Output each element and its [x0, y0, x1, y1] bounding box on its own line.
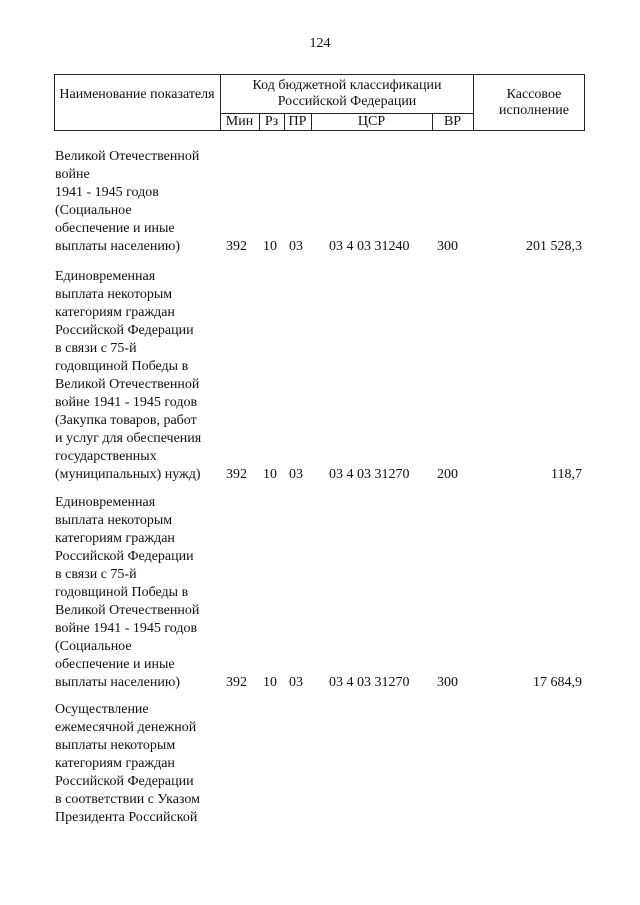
- row-csr: 03 4 03 31270: [329, 467, 410, 482]
- header-sub-min: Мин: [225, 114, 254, 129]
- row-amount: 201 528,3: [526, 239, 582, 254]
- row-name: Единовременная выплата некоторым категориям граждан Российской Федерации в связи с 75-й годовщиной Победы в Великой Отечественной войне 1941 - 1945 годов (Социальное обеспечение и иные выплаты населению): [55, 495, 200, 690]
- row-name: Единовременная выплата некоторым категориям граждан Российской Федерации в связи с 75-й годовщиной Победы в Великой Отечественной войне 1941 - 1945 годов (Закупка товаров, работ и услуг для обеспечения государственных (муниципальных) нужд): [55, 269, 202, 482]
- header-sub-rz: Рз: [264, 114, 279, 129]
- row-name: Великой Отечественной войне 1941 - 1945 годов (Социальное обеспечение и иные выплаты населению): [55, 149, 200, 254]
- header-sub-pr: ПР: [288, 114, 307, 129]
- header-sub-csr: ЦСР: [357, 114, 386, 129]
- row-pr: 03: [289, 239, 303, 254]
- row-rz: 10: [263, 675, 277, 690]
- row-name: Осуществление ежемесячной денежной выплаты некоторым категориям граждан Российской Федерации в соответствии с Указом Президента Российской: [55, 702, 200, 825]
- row-csr: 03 4 03 31240: [329, 239, 410, 254]
- header-amount-col: Кассовое исполнение: [499, 87, 569, 118]
- header-name-col: Наименование показателя: [59, 87, 215, 102]
- row-amount: 17 684,9: [533, 675, 582, 690]
- row-min: 392: [226, 467, 247, 482]
- row-amount: 118,7: [551, 467, 582, 482]
- row-pr: 03: [289, 467, 303, 482]
- header-sub-vr: ВР: [443, 114, 462, 129]
- row-vr: 300: [437, 239, 458, 254]
- row-min: 392: [226, 239, 247, 254]
- row-csr: 03 4 03 31270: [329, 675, 410, 690]
- row-rz: 10: [263, 467, 277, 482]
- header-divider: [473, 75, 474, 130]
- row-rz: 10: [263, 239, 277, 254]
- header-code-group: Код бюджетной классификации Российской Федерации: [252, 78, 442, 109]
- row-min: 392: [226, 675, 247, 690]
- row-vr: 300: [437, 675, 458, 690]
- table-header: [54, 74, 585, 131]
- row-vr: 200: [437, 467, 458, 482]
- page-number: 124: [309, 36, 331, 51]
- row-pr: 03: [289, 675, 303, 690]
- header-divider: [584, 75, 585, 130]
